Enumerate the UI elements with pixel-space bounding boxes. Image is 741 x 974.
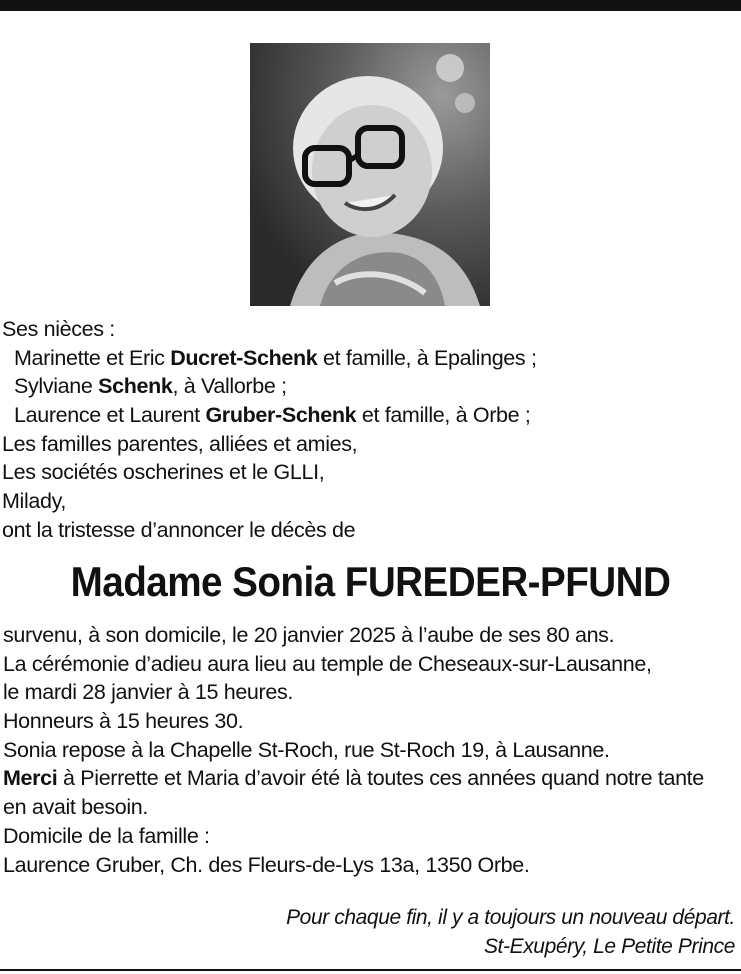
milady-line: Milady, xyxy=(2,489,67,514)
deceased-name: Madame Sonia FUREDER-PFUND xyxy=(70,558,671,605)
bottom-rule xyxy=(0,969,741,971)
societies-line: Les sociétés oscherines et le GLLI, xyxy=(2,460,325,485)
announcement-line: ont la tristesse d’annoncer le décès de xyxy=(2,517,356,542)
portrait-photo xyxy=(250,43,490,306)
niece-line: Marinette et Eric Ducret-Schenk et famille, à Epalinges ; xyxy=(14,345,537,370)
niece-line: Sylviane Schenk, à Vallorbe ; xyxy=(14,374,287,399)
niece-line: Laurence et Laurent Gruber-Schenk et famille, à Orbe ; xyxy=(14,403,531,428)
death-date-line: survenu, à son domicile, le 20 janvier 2025 à l’aube de ses 80 ans. xyxy=(3,623,615,647)
nieces-heading: Ses nièces : xyxy=(2,317,115,341)
quote-attribution: St-Exupéry, Le Petite Prince xyxy=(483,935,735,958)
top-rule xyxy=(0,0,741,11)
thanks-line-2: en avait besoin. xyxy=(3,795,149,820)
families-line: Les familles parentes, alliées et amies, xyxy=(2,431,358,456)
quote-text: Pour chaque fin, il y a toujours un nouveau départ. xyxy=(286,906,735,929)
domicile-address: Laurence Gruber, Ch. des Fleurs-de-Lys 13a, 1350 Orbe. xyxy=(3,852,530,877)
portrait-photo-icon xyxy=(250,43,490,306)
domicile-label: Domicile de la famille : xyxy=(3,823,210,848)
intro-block xyxy=(2,315,537,545)
ceremony-line: La cérémonie d’adieu aura lieu au temple de Cheseaux-sur-Lausanne, xyxy=(3,651,652,676)
ceremony-date-line: le mardi 28 janvier à 15 heures. xyxy=(3,680,293,705)
thanks-line: Merci à Pierrette et Maria d’avoir été là toutes ces années quand notre tante xyxy=(3,766,704,791)
closing-quote xyxy=(286,903,735,961)
details-block xyxy=(3,621,704,879)
chapel-line: Sonia repose à la Chapelle St-Roch, rue St-Roch 19, à Lausanne. xyxy=(3,737,610,762)
honours-line: Honneurs à 15 heures 30. xyxy=(3,709,244,734)
